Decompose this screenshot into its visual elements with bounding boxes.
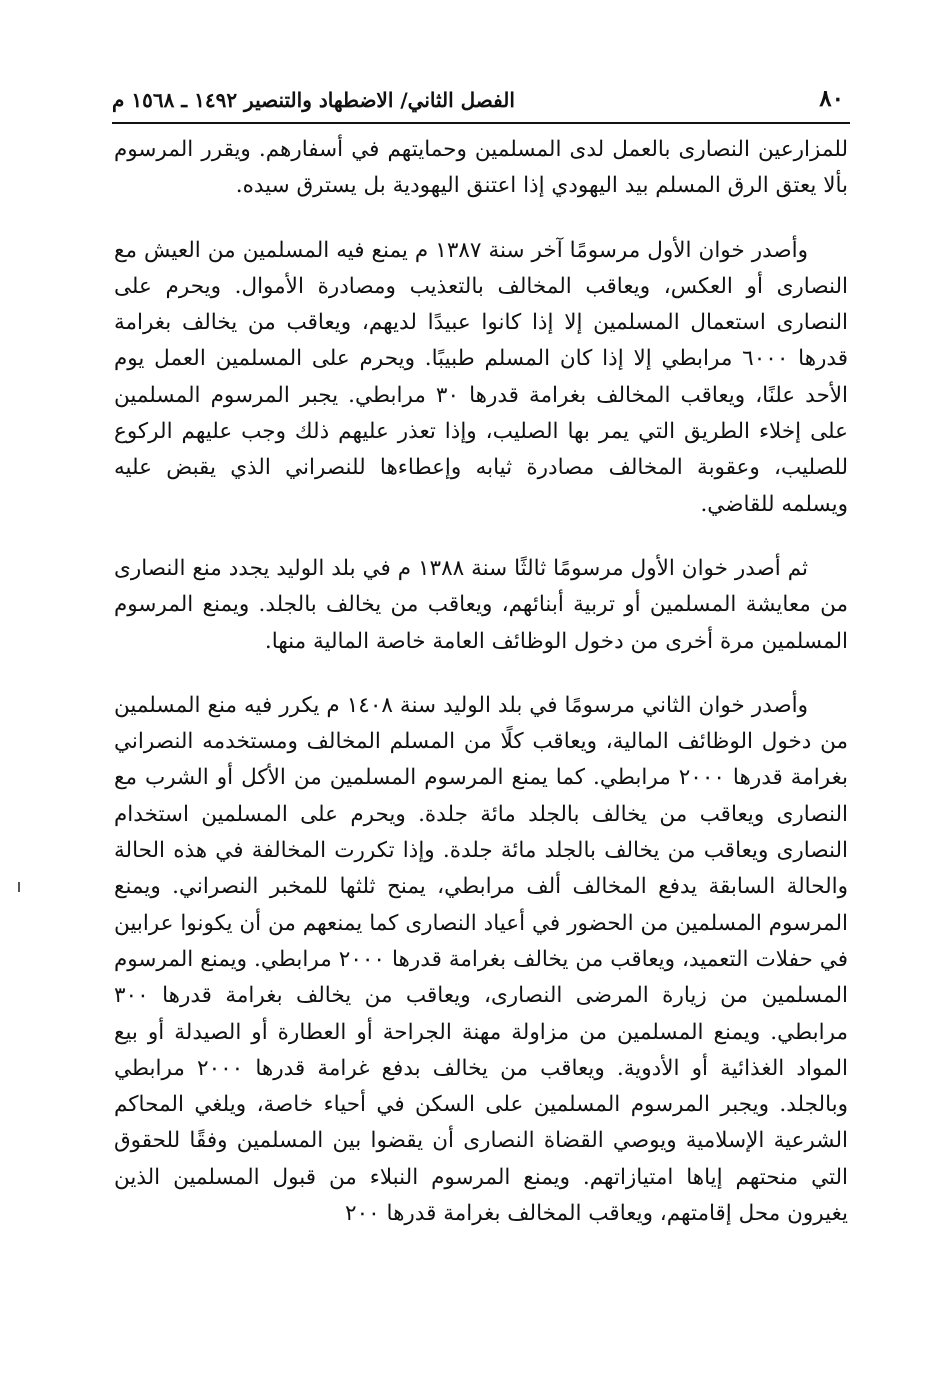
- header-divider: [112, 122, 850, 124]
- paragraph-decree-1388: ثم أصدر خوان الأول مرسومًا ثالثًا سنة ١٣٨٨ م في بلد الوليد يجدد منع النصارى من معايشة المسلمين أو تربية أبنائهم، ويعاقب من يخالف بالجلد. ويمنع المرسوم المسلمين مرة أخرى من دخول الوظائف العامة خاصة المالية منها.: [114, 555, 848, 654]
- paragraph-continuation: للمزارعين النصارى بالعمل لدى المسلمين وحمايتهم في أسفارهم. ويقرر المرسوم بألا يعتق الرق المسلم بيد اليهودي إذا اعتنق اليهودية بل يسترق سيده.: [114, 137, 848, 199]
- paragraph-decree-1387: وأصدر خوان الأول مرسومًا آخر سنة ١٣٨٧ م يمنع فيه المسلمين من العيش مع النصارى أو العكس، ويعاقب المخالف بالتعذيب ومصادرة الأموال. ويحرم على النصارى استعمال المسلمين إلا إذا كانوا عبيدًا لديهم، ويعاقب من يخالف بغرامة قدرها ٦٠٠٠ مرابطي إلا إذا كان المسلم طبيبًا. ويحرم على المسلمين العمل يوم الأحد علنًا، ويعاقب المخالف بغرامة قدرها ٣٠ مرابطي. يجبر المرسوم المسلمين على إخلاء الطريق التي يمر بها الصليب، وإذا تعذر عليهم ذلك وجب عليهم الركوع للصليب، وعقوبة المخالف مصادرة ثيابه وإعطاءها للنصراني الذي يقبض عليه ويسلمه للقاضي.: [114, 237, 848, 517]
- scan-artifact-mark: [18, 882, 20, 892]
- paragraph-decree-1408: وأصدر خوان الثاني مرسومًا في بلد الوليد سنة ١٤٠٨ م يكرر فيه منع المسلمين من دخول الوظائف المالية، ويعاقب كلًا من المسلم المخالف ومستخدمه النصراني بغرامة قدرها ٢٠٠٠ مرابطي. كما يمنع المرسوم المسلمين من الأكل أو الشرب مع النصارى ويعاقب من يخالف بالجلد مائة جلدة. ويحرم على المسلمين استخدام النصارى ويعاقب من يخالف بالجلد مائة جلدة. وإذا تكررت المخالفة في هذه الحالة والحالة السابقة يدفع المخالف ألف مرابطي، يمنح ثلثها للمخبر النصراني. ويمنع المرسوم المسلمين من الحضور في أعياد النصارى كما يمنعهم من أن يكونوا عرابين في حفلات التعميد، ويعاقب من يخالف بغرامة قدرها ٢٠٠٠ مرابطي. ويمنع المرسوم المسلمين من زيارة المرضى النصارى، ويعاقب من يخالف بغرامة قدرها ٣٠٠ مرابطي. ويمنع المسلمين من مزاولة مهنة الجراحة أو العطارة أو الصيدلة أو بيع المواد الغذائية أو الأدوية. ويعاقب من يخالف بدفع غرامة قدرها ٢٠٠٠ مرابطي وبالجلد. ويجبر المرسوم المسلمين على السكن في أحياء خاصة، ويلغي المحاكم الشرعية الإسلامية ويوصي القضاة النصارى أن يقضوا بين المسلمين وفقًا للحقوق التي منحتهم إياها امتيازاتهم. ويمنع المرسوم النبلاء من قبول المسلمين الذين يغيرون محل إقامتهم، ويعاقب المخالف بغرامة قدرها ٢٠٠: [114, 692, 848, 1227]
- running-title: الفصل الثاني/ الاضطهاد والتنصير ١٤٩٢ ـ ١٥٦٨ م: [112, 88, 515, 112]
- page-header: [112, 84, 850, 120]
- body-text: [114, 132, 848, 1232]
- page-number: ٨٠: [819, 85, 844, 112]
